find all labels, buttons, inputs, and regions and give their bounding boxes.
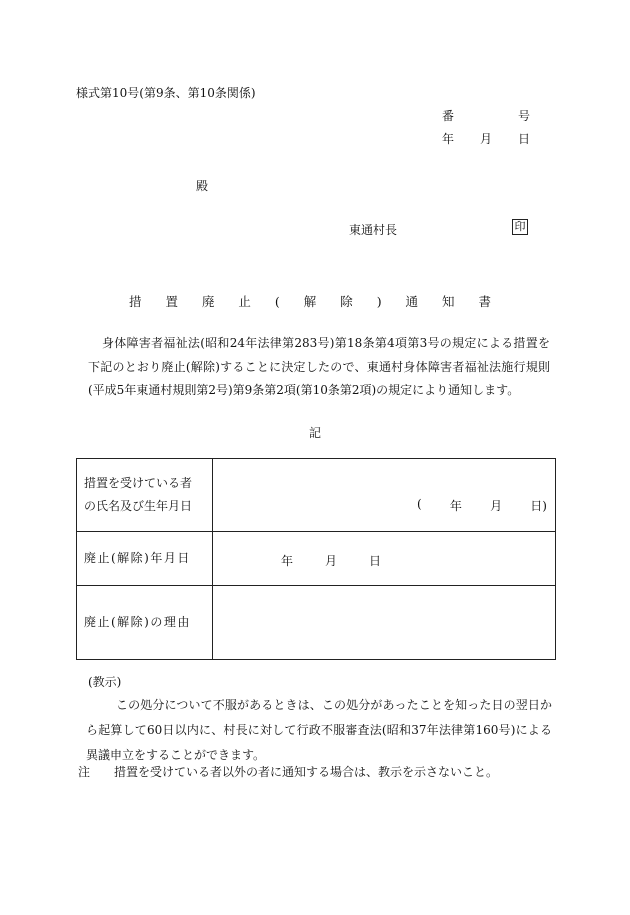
footnote-text: 措置を受けている者以外の者に通知する場合は、教示を示さないこと。 [114,765,499,779]
seal-stamp: 印 [512,219,528,235]
notice-body: この処分について不服があるときは、この処分があったことを知った日の翌日から起算して60日以内に、村長に対して行政不服審査法(昭和37年法律第160号)による異議申立をすることができます。 [86,698,552,762]
form-number: 様式第10号(第9条、第10条関係) [76,86,256,100]
reason-value-cell[interactable] [213,586,556,660]
abolish-date-label: 廃止(解除)年月日 [77,532,213,586]
issue-date [442,130,530,147]
abolish-date-value-cell[interactable] [213,532,556,586]
table-row-person [77,459,556,532]
issue-month: 月 [479,132,492,146]
birth-open-paren: ( [417,497,422,511]
document-title: 措 置 廃 止 ( 解 除 ) 通 知 書 [129,294,501,309]
table-row-reason [77,586,556,660]
birth-date-group [417,497,547,514]
person-label-line1: 措置を受けている者 [84,476,193,490]
person-label-line2: の氏名及び生年月日 [84,499,193,513]
abolish-day: 日 [368,554,381,568]
number-label: 番 [442,109,455,123]
issuer-name: 東通村長 [349,223,398,237]
document-number [442,107,530,124]
birth-day: 日) [530,499,547,513]
footnote [78,763,498,780]
recipient-honorific: 殿 [196,179,209,193]
birth-year: 年 [449,499,462,513]
reason-label: 廃止(解除)の理由 [77,586,213,660]
abolish-year: 年 [281,554,294,568]
number-suffix: 号 [517,109,530,123]
abolish-date-group [281,552,381,569]
ki-heading: 記 [308,426,321,440]
abolish-month: 月 [324,554,337,568]
birth-month: 月 [490,499,503,513]
person-label-cell [77,459,213,532]
body-paragraph: 身体障害者福祉法(昭和24年法律第283号)第18条第4項第3号の規定による措置を下記のとおり廃止(解除)することに決定したので、東通村身体障害者福祉法施行規則(平成5年東通村規則第2号)第9条第2項(第10条第2項)の規定により通知します。 [88,336,550,397]
issue-day: 日 [517,132,530,146]
footnote-mark: 注 [78,765,91,779]
issue-year: 年 [442,132,455,146]
notice-heading: (教示) [88,675,122,689]
info-table [76,458,556,660]
person-value-cell[interactable] [213,459,556,532]
table-row-abolish-date [77,532,556,586]
